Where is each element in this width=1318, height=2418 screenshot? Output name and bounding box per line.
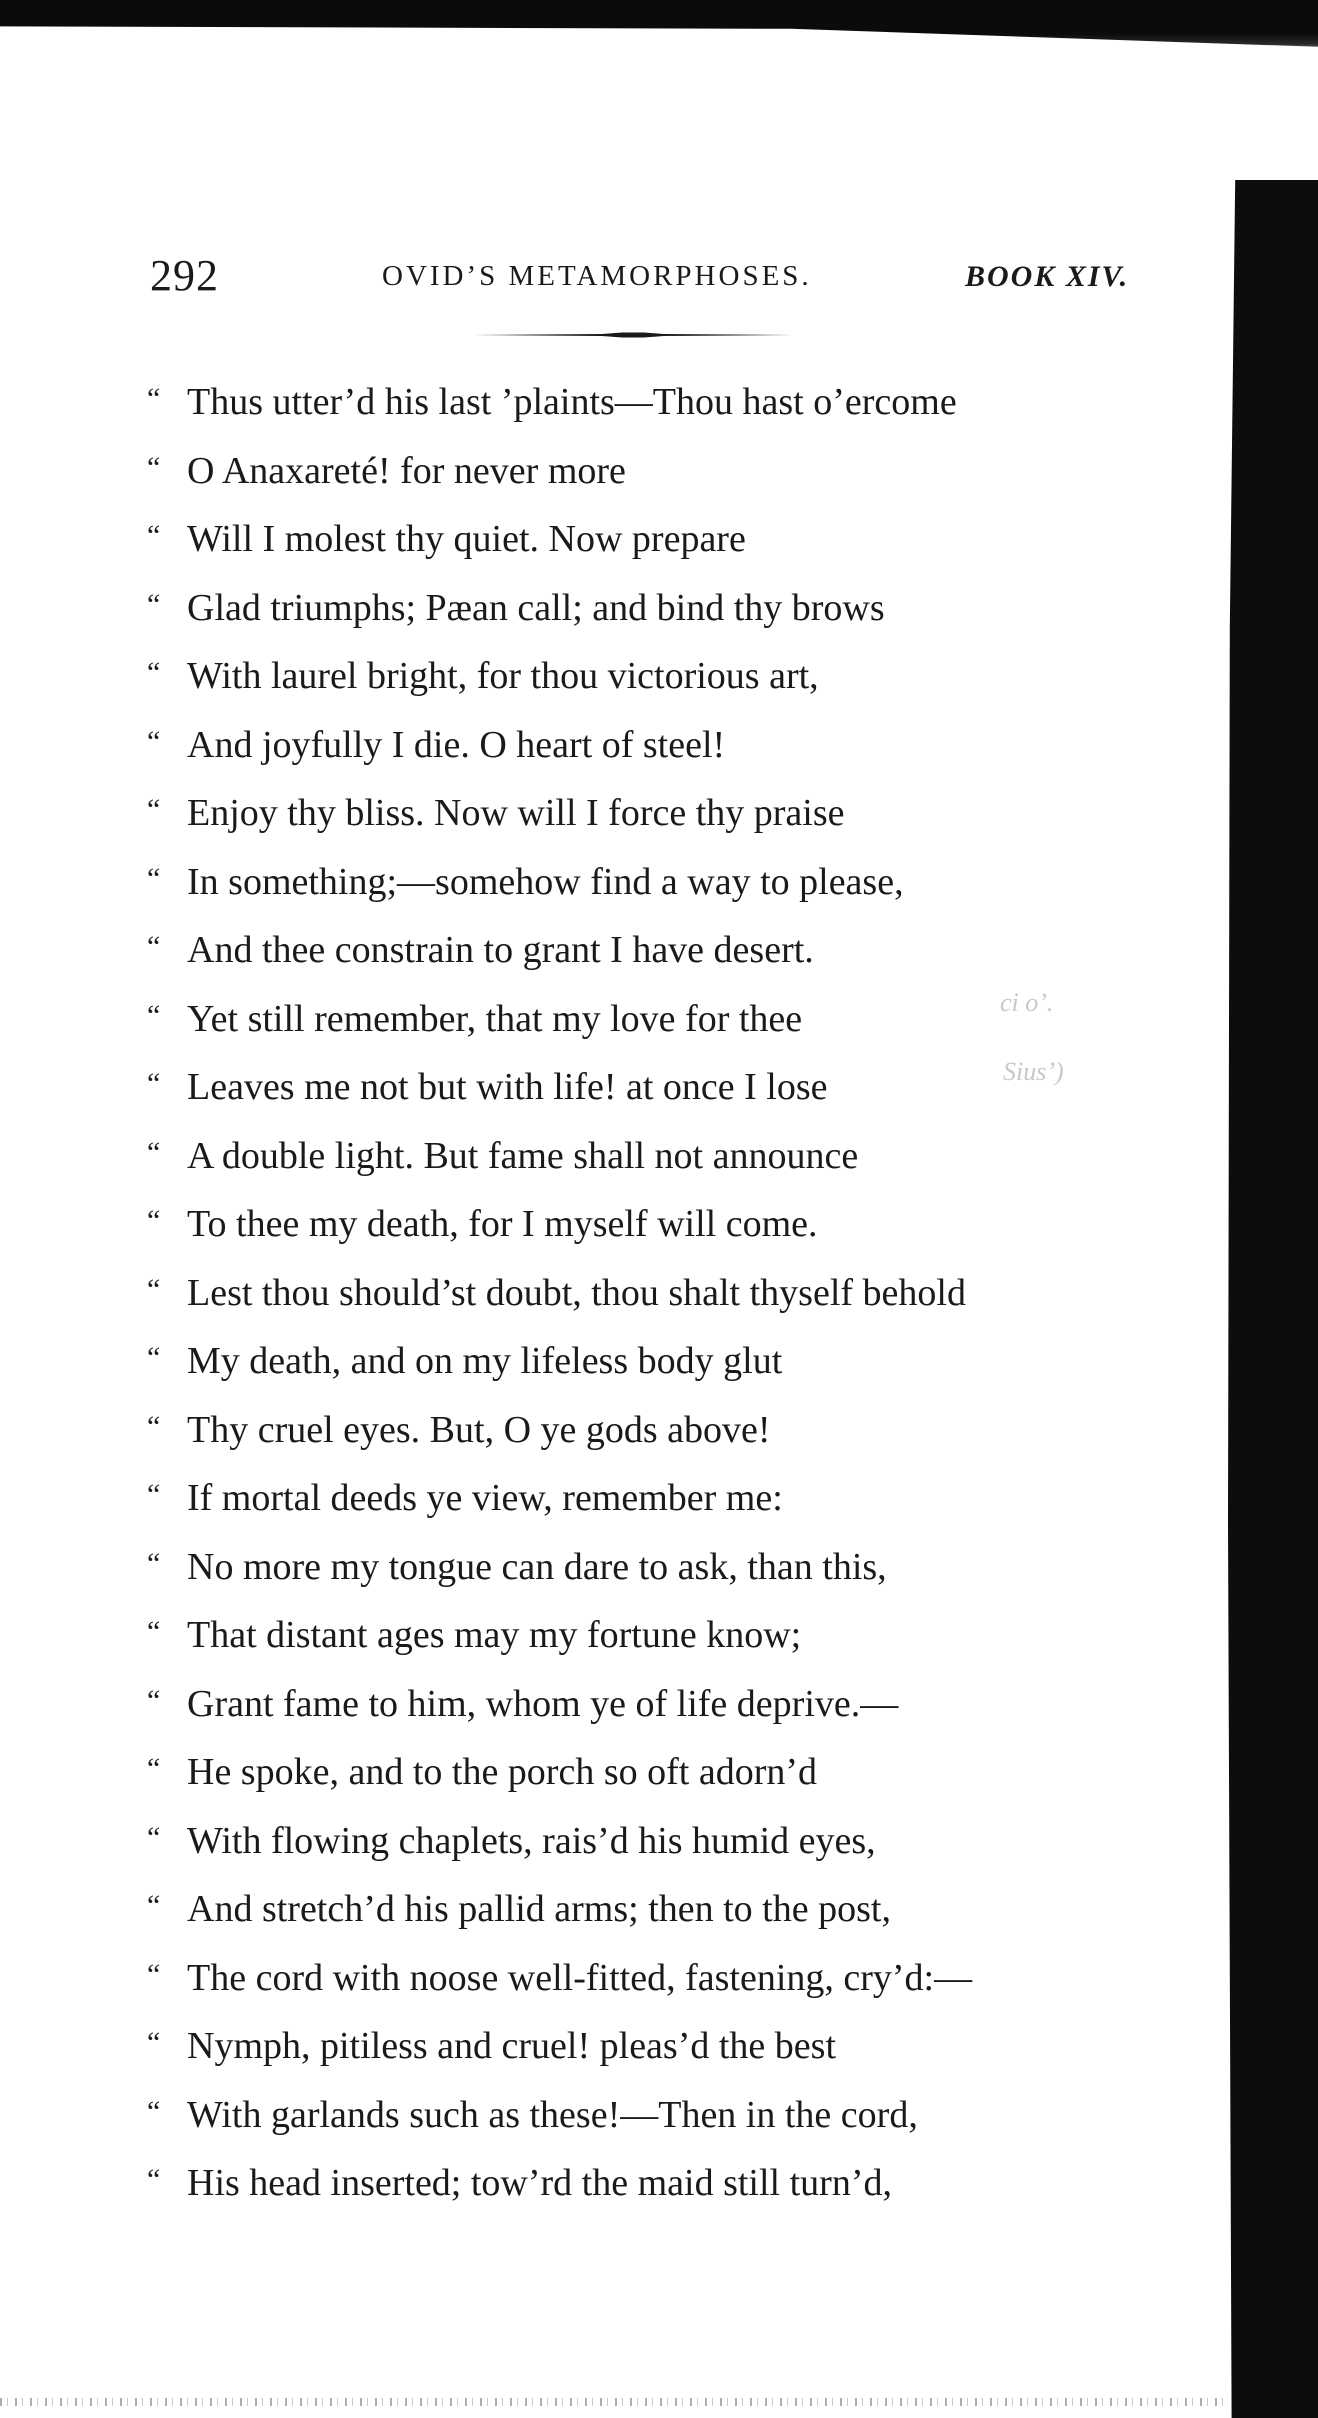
- verse-line-text: My death, and on my lifeless body glut: [187, 1340, 783, 1382]
- verse-line-text: Lest thou should’st doubt, thou shalt thyself behold: [187, 1271, 966, 1314]
- verse-line: [147, 1187, 1147, 1256]
- verse-line-text: Grant fame to him, whom ye of life deprive.—: [187, 1682, 899, 1725]
- bleed-through-mark: Sius’): [1003, 1057, 1064, 1086]
- verse-line: [147, 1324, 1147, 1393]
- quotation-mark: “: [147, 1204, 161, 1237]
- verse-line-text: With garlands such as these!—Then in the cord,: [187, 2093, 918, 2136]
- verse-line-text: Will I molest thy quiet. Now prepare: [187, 518, 746, 560]
- verse-line: [147, 434, 1147, 503]
- quotation-mark: “: [147, 587, 161, 621]
- quotation-mark: “: [147, 998, 161, 1032]
- verse-line: [147, 571, 1147, 640]
- verse-line-text: If mortal deeds ye view, remember me:: [187, 1477, 783, 1519]
- quotation-mark: “: [147, 450, 161, 484]
- verse-line: [147, 982, 1147, 1051]
- bleed-through-mark: ci o’.: [1000, 988, 1054, 1017]
- quotation-mark: “: [147, 1683, 161, 1717]
- scan-bottom-noise: [0, 2398, 1228, 2406]
- quotation-mark: “: [147, 2163, 161, 2196]
- verse-line: [147, 1667, 1147, 1736]
- verse-line: [147, 2146, 1147, 2215]
- verse-line-text: His head inserted; tow’rd the maid still turn’d,: [187, 2162, 892, 2204]
- verse-line-text: That distant ages may my fortune know;: [187, 1614, 802, 1656]
- page-number: 292: [150, 251, 219, 300]
- quotation-mark: “: [147, 793, 161, 826]
- verse-line: [147, 708, 1147, 777]
- verse-line-text: Glad triumphs; Pæan call; and bind thy brows: [187, 586, 885, 629]
- verse-line: [147, 1256, 1147, 1325]
- verse-line: [147, 913, 1147, 982]
- quotation-mark: “: [147, 1272, 161, 1306]
- quotation-mark: “: [147, 1820, 161, 1854]
- verse-line-text: Nymph, pitiless and cruel! pleas’d the best: [187, 2025, 837, 2067]
- verse-line-text: And thee constrain to grant I have desert.: [187, 929, 814, 971]
- verse-line: [147, 1393, 1147, 1462]
- quotation-mark: “: [147, 1546, 161, 1580]
- verse-line: [147, 845, 1147, 914]
- quotation-mark: “: [147, 1615, 161, 1648]
- quotation-mark: “: [147, 519, 161, 552]
- book-label: BOOK XIV.: [965, 260, 1130, 293]
- verse-line-text: Yet still remember, that my love for thee: [187, 997, 803, 1040]
- verse-line-text: Enjoy thy bliss. Now will I force thy praise: [187, 792, 845, 834]
- ornament-rule: [472, 332, 794, 338]
- verse-line-text: A double light. But fame shall not announce: [187, 1134, 859, 1177]
- quotation-mark: “: [147, 1067, 161, 1100]
- quotation-mark: “: [147, 930, 161, 963]
- quotation-mark: “: [147, 1135, 161, 1169]
- verse-line-text: With laurel bright, for thou victorious art,: [187, 655, 819, 697]
- verse-line: [147, 1735, 1147, 1804]
- verse-line-text: He spoke, and to the porch so oft adorn’d: [187, 1751, 818, 1793]
- verse-line: [147, 2009, 1147, 2078]
- verse-line-text: O Anaxareté! for never more: [187, 449, 626, 492]
- verse-line: [147, 2078, 1147, 2147]
- quotation-mark: “: [147, 1341, 161, 1374]
- verse-line-text: And joyfully I die. O heart of steel!: [187, 723, 726, 766]
- verse-line: [147, 1872, 1147, 1941]
- verse-line-text: With flowing chaplets, rais’d his humid eyes,: [187, 1819, 876, 1862]
- quotation-mark: “: [147, 2094, 161, 2128]
- scan-top-edge: [0, 0, 1318, 60]
- verse-line-text: In something;—somehow find a way to please,: [187, 860, 904, 903]
- verse-line-text: Thy cruel eyes. But, O ye gods above!: [187, 1408, 771, 1451]
- running-title: OVID’S METAMORPHOSES.: [382, 260, 812, 292]
- quotation-mark: “: [147, 382, 161, 415]
- verse-line: [147, 365, 1147, 434]
- verse-line-text: To thee my death, for I myself will come.: [187, 1203, 818, 1245]
- verse-line-text: The cord with noose well-fitted, fastening, cry’d:—: [187, 1956, 973, 1999]
- verse-line: [147, 776, 1147, 845]
- verse-line: [147, 1050, 1147, 1119]
- verse-line: [147, 1461, 1147, 1530]
- quotation-mark: “: [147, 1478, 161, 1511]
- running-header: [150, 250, 1140, 310]
- verse-line: [147, 1119, 1147, 1188]
- verse-line: [147, 1598, 1147, 1667]
- verse-line-text: Leaves me not but with life! at once I lose: [187, 1066, 828, 1108]
- verse-line: [147, 1530, 1147, 1599]
- quotation-mark: “: [147, 656, 161, 689]
- verse-line: [147, 1804, 1147, 1873]
- quotation-mark: “: [147, 1409, 161, 1443]
- verse-line: [147, 502, 1147, 571]
- quotation-mark: “: [147, 861, 161, 895]
- scan-right-edge: [1228, 180, 1318, 2418]
- verse-line: [147, 1941, 1147, 2010]
- quotation-mark: “: [147, 1889, 161, 1922]
- verse-line-text: No more my tongue can dare to ask, than this,: [187, 1545, 887, 1588]
- verse-line-text: Thus utter’d his last ’plaints—Thou hast o’ercome: [187, 381, 957, 423]
- quotation-mark: “: [147, 2026, 161, 2059]
- quotation-mark: “: [147, 1957, 161, 1991]
- verse-line-text: And stretch’d his pallid arms; then to the post,: [187, 1888, 891, 1930]
- quotation-mark: “: [147, 1752, 161, 1785]
- verse-line: [147, 639, 1147, 708]
- quotation-mark: “: [147, 724, 161, 758]
- verse-block: [147, 365, 1147, 2215]
